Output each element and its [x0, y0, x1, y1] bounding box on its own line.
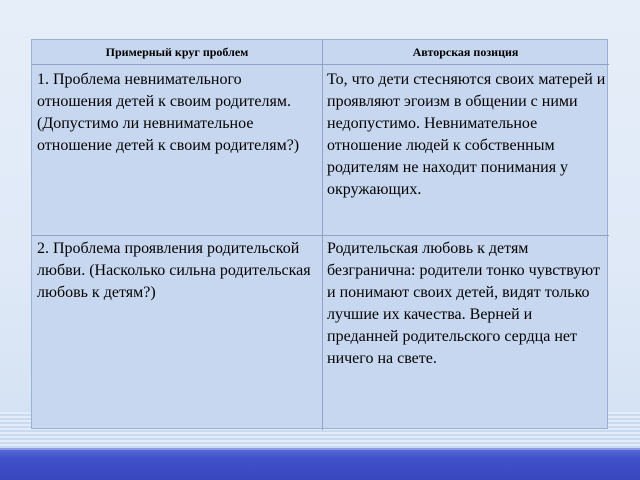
row2-problem-cell: 2. Проблема проявления родительской любви. (Насколько сильна родительская любовь к детям?)	[37, 240, 311, 301]
header-author-position: Авторская позиция	[412, 45, 519, 59]
problems-table	[31, 39, 608, 429]
header-divider	[32, 64, 609, 65]
header-problems: Примерный круг проблем	[105, 45, 249, 59]
row2-position-cell: Родительская любовь к детям безгранична: родители тонко чувствуют и понимают своих детей, видят только лучшие их качества. Верней и преданней родительского сердца нет ничего на свете.	[327, 240, 601, 367]
row-divider	[32, 235, 609, 236]
slide-bottom-bar	[0, 448, 640, 480]
row1-problem-cell: 1. Проблема невнимательного отношения детей к своим родителям. (Допустимо ли невнимательное отношение детей к своим родителям?)	[37, 71, 300, 154]
row1-position-cell: То, что дети стесняются своих матерей и проявляют эгоизм в общении с ними недопустимо. Невнимательное отношение людей к собственным родителям не находит понимания у окружающих.	[327, 71, 606, 198]
